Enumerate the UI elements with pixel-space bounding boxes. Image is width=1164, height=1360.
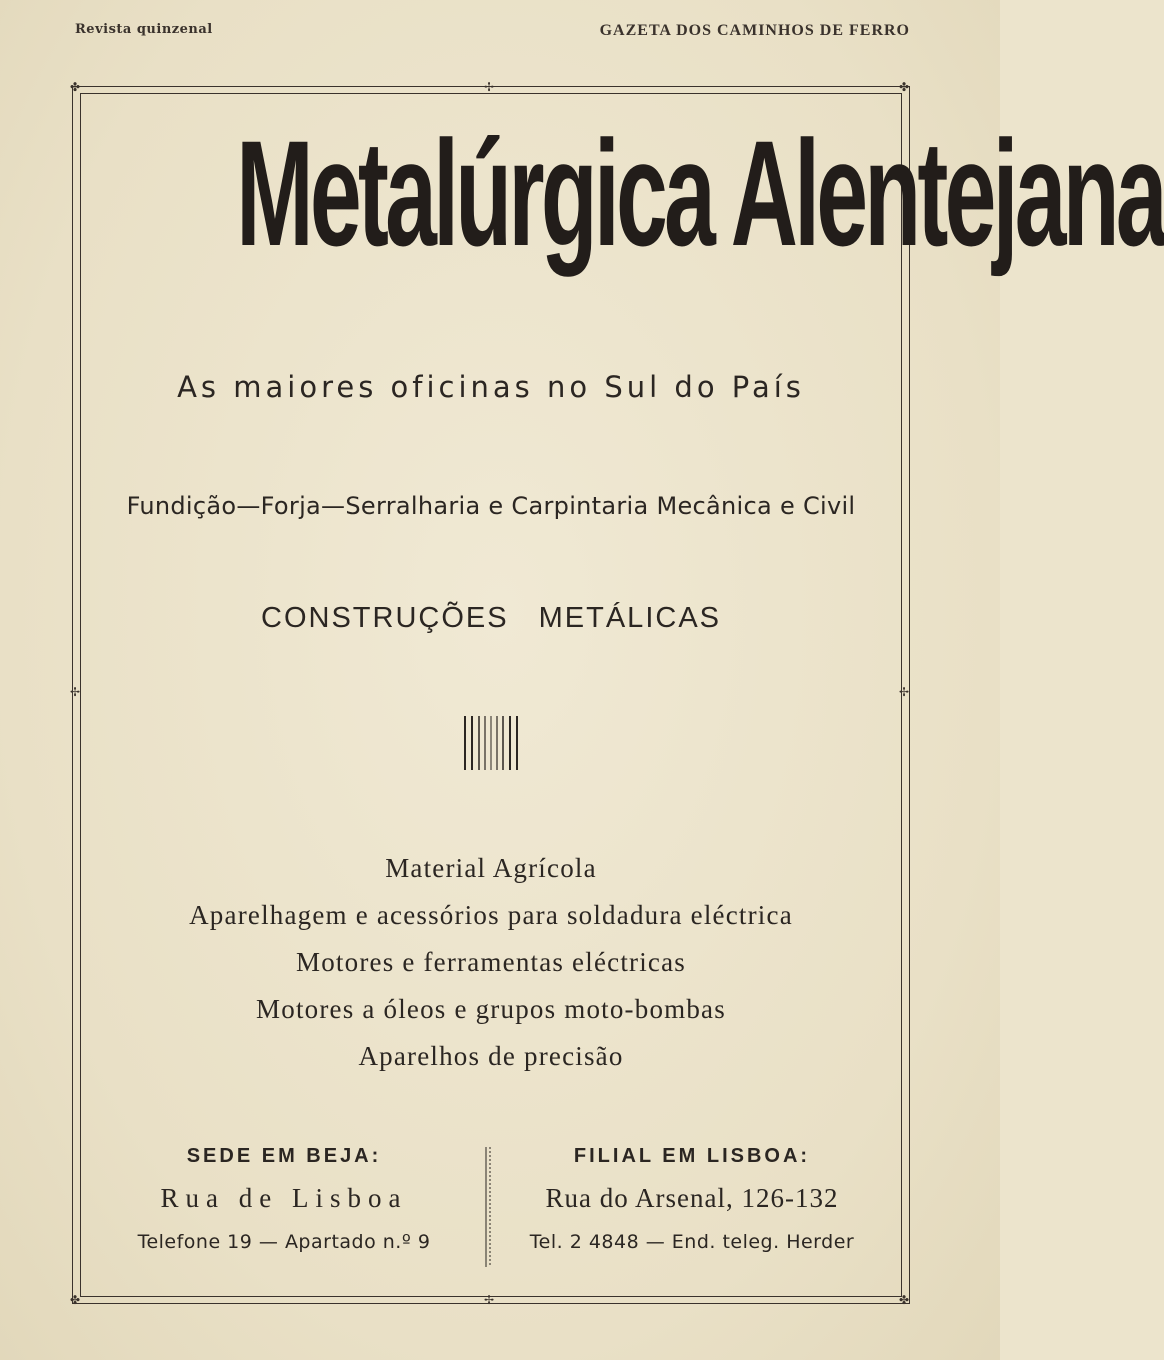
corner-ornament-icon: ✤ — [899, 80, 910, 94]
branch-heading: FILIAL EM LISBOA: — [573, 1145, 811, 1167]
branch-contact: Tel. 2 4848 — End. teleg. Herder — [529, 1231, 855, 1253]
edge-ornament-icon: ✢ — [484, 80, 495, 94]
column-divider — [484, 1147, 492, 1267]
headquarters-address: Rua de Lisboa — [160, 1183, 408, 1213]
corner-ornament-icon: ✤ — [899, 1293, 910, 1307]
products-list — [80, 848, 902, 1083]
product-item: Material Agrícola — [385, 853, 597, 883]
headquarters-block — [84, 1145, 484, 1253]
corner-ornament-icon: ✤ — [70, 80, 81, 94]
vertical-bars-ornament-icon — [464, 716, 518, 770]
branch-address: Rua do Arsenal, 126-132 — [545, 1183, 839, 1213]
edge-ornament-icon: ✢ — [899, 685, 910, 699]
company-name: Metalúrgica Alentejana — [236, 109, 1164, 277]
product-item: Motores a óleos e grupos moto-bombas — [256, 994, 726, 1024]
running-head-right: GAZETA DOS CAMINHOS DE FERRO — [599, 22, 910, 39]
edge-ornament-icon: ✢ — [70, 685, 81, 699]
specialty-heading: CONSTRUÇÕES METÁLICAS — [261, 602, 721, 634]
edge-ornament-icon: ✢ — [484, 1293, 495, 1307]
product-item: Aparelhos de precisão — [358, 1041, 624, 1071]
headquarters-heading: SEDE EM BEJA: — [186, 1145, 382, 1167]
company-name-wrap — [80, 109, 1164, 318]
product-item: Motores e ferramentas eléctricas — [296, 947, 686, 977]
running-head-left: Revista quinzenal — [75, 22, 213, 37]
headquarters-contact: Telefone 19 — Apartado n.º 9 — [137, 1231, 431, 1253]
corner-ornament-icon: ✤ — [70, 1293, 81, 1307]
branch-block — [492, 1145, 892, 1253]
product-item: Aparelhagem e acessórios para soldadura eléctrica — [189, 900, 793, 930]
services-line: Fundição—Forja—Serralharia e Carpintaria Mecânica e Civil — [126, 492, 856, 520]
tagline: As maiores oficinas no Sul do País — [177, 370, 805, 404]
